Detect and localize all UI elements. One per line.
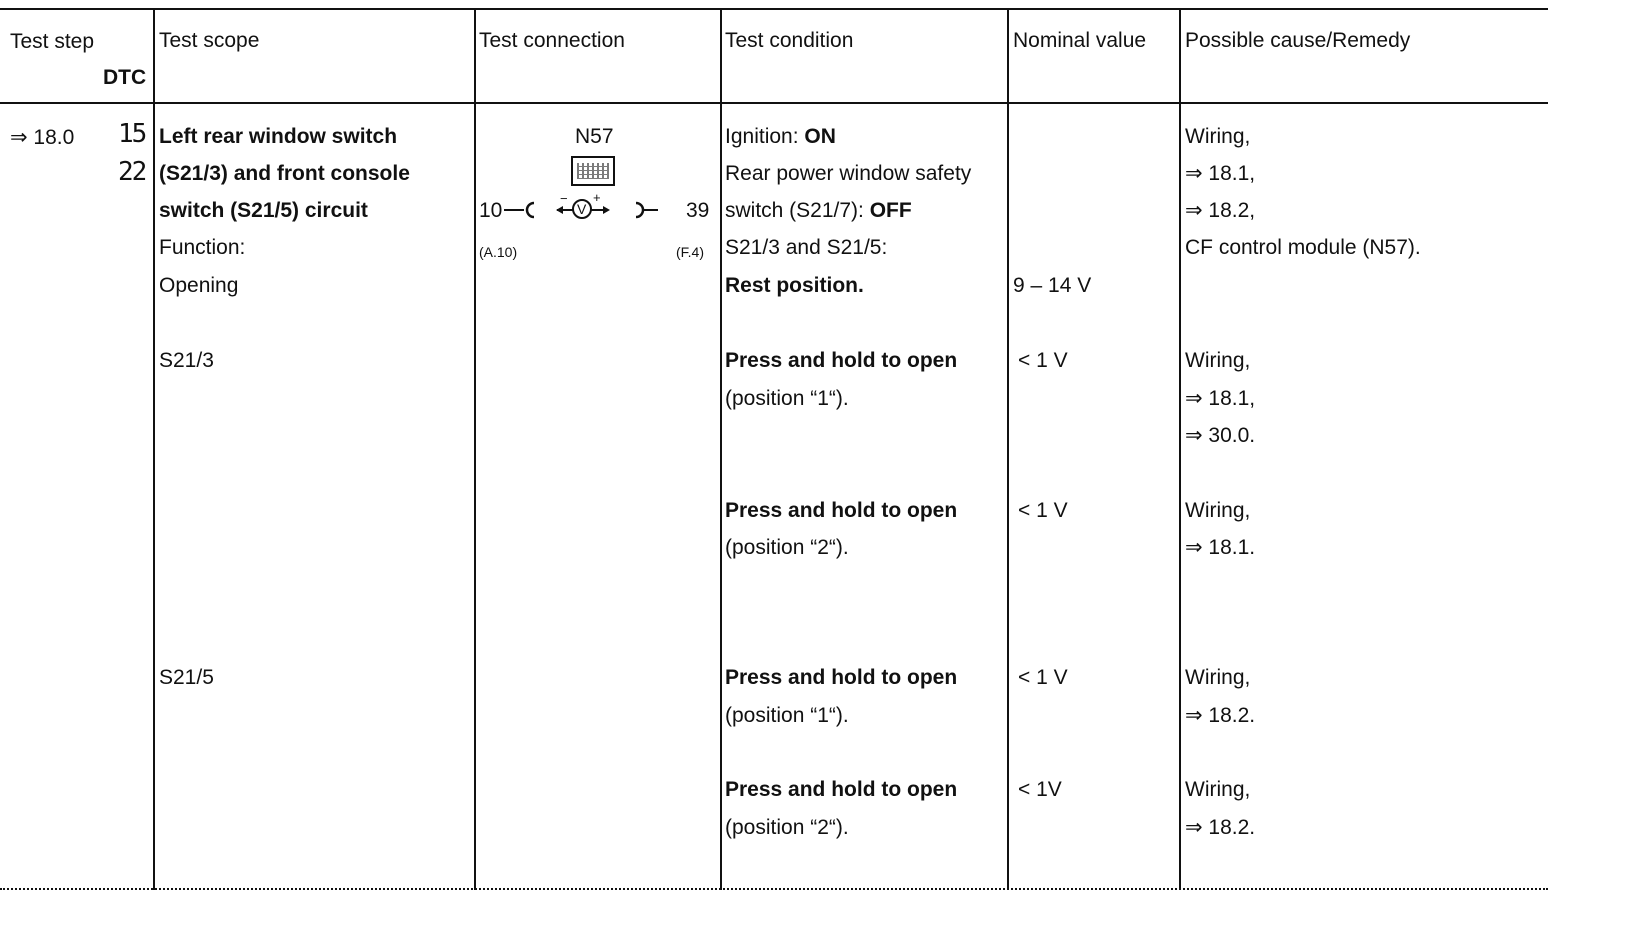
safety-switch-value: OFF bbox=[869, 199, 912, 222]
remedy-0-line-4: CF control module (N57). bbox=[1185, 236, 1421, 259]
bottom-dotted-rule bbox=[0, 888, 1548, 890]
voltmeter-connection-icon bbox=[500, 186, 686, 226]
remedy-0-line-3: ⇒ 18.2, bbox=[1185, 199, 1256, 222]
switch-s21-3-label: S21/3 bbox=[159, 349, 214, 372]
scope-title-line-1: Left rear window switch bbox=[159, 125, 398, 148]
scope-title-line-3: switch (S21/5) circuit bbox=[159, 199, 368, 222]
col-divider-2 bbox=[474, 8, 476, 890]
nominal-1: < 1 V bbox=[1018, 349, 1068, 372]
col-divider-1 bbox=[153, 8, 155, 890]
remedy-2-line-2: ⇒ 18.1. bbox=[1185, 536, 1256, 559]
header-test-step: Test step bbox=[10, 30, 95, 53]
remedy-4-line-2: ⇒ 18.2. bbox=[1185, 816, 1256, 839]
test-step-number: ⇒ 18.0 bbox=[10, 126, 75, 149]
pin-left: 10 bbox=[479, 199, 503, 222]
connector-label-right: (F.4) bbox=[676, 244, 704, 260]
remedy-2-line-1: Wiring, bbox=[1185, 499, 1251, 522]
control-module-icon bbox=[571, 156, 615, 186]
ignition-condition bbox=[725, 126, 836, 148]
press-hold-1: Press and hold to open bbox=[725, 349, 958, 372]
position-2a: (position “2“). bbox=[725, 536, 849, 559]
header-nominal-value: Nominal value bbox=[1013, 29, 1147, 52]
pin-right: 39 bbox=[686, 199, 710, 222]
nominal-3: < 1 V bbox=[1018, 666, 1068, 689]
function-value: Opening bbox=[159, 274, 239, 297]
dtc-code-1: 15 bbox=[118, 119, 146, 149]
header-test-scope: Test scope bbox=[159, 29, 260, 52]
remedy-3-line-1: Wiring, bbox=[1185, 666, 1251, 689]
header-test-condition: Test condition bbox=[725, 29, 854, 52]
meter-symbol: V bbox=[577, 201, 587, 217]
col-divider-4 bbox=[1007, 8, 1009, 890]
nominal-4: < 1V bbox=[1018, 778, 1062, 801]
switch-s21-5-label: S21/5 bbox=[159, 666, 214, 689]
minus-sign: − bbox=[560, 191, 568, 206]
remedy-1-line-3: ⇒ 30.0. bbox=[1185, 424, 1256, 447]
function-label: Function: bbox=[159, 236, 246, 259]
col-divider-3 bbox=[720, 8, 722, 890]
header-dtc: DTC bbox=[103, 66, 147, 89]
safety-switch-line-1: Rear power window safety bbox=[725, 162, 972, 185]
nominal-rest: 9 – 14 V bbox=[1013, 274, 1092, 297]
position-1a: (position “1“). bbox=[725, 387, 849, 410]
top-rule bbox=[0, 8, 1548, 10]
scope-title-line-2: (S21/3) and front console bbox=[159, 162, 410, 185]
remedy-0-line-1: Wiring, bbox=[1185, 125, 1251, 148]
col-divider-5 bbox=[1179, 8, 1181, 890]
press-hold-3: Press and hold to open bbox=[725, 666, 958, 689]
switches-line: S21/3 and S21/5: bbox=[725, 236, 888, 259]
position-2b: (position “2“). bbox=[725, 816, 849, 839]
connector-label-left: (A.10) bbox=[479, 244, 518, 260]
dtc-code-2: 22 bbox=[118, 157, 146, 187]
header-rule bbox=[0, 102, 1548, 104]
nominal-2: < 1 V bbox=[1018, 499, 1068, 522]
ignition-label: Ignition: bbox=[725, 125, 805, 148]
ignition-value: ON bbox=[804, 125, 836, 148]
remedy-0-line-2: ⇒ 18.1, bbox=[1185, 162, 1256, 185]
remedy-4-line-1: Wiring, bbox=[1185, 778, 1251, 801]
remedy-3-line-2: ⇒ 18.2. bbox=[1185, 704, 1256, 727]
header-possible-cause: Possible cause/Remedy bbox=[1185, 29, 1411, 52]
press-hold-4: Press and hold to open bbox=[725, 778, 958, 801]
safety-switch-line-2 bbox=[725, 200, 912, 222]
position-1b: (position “1“). bbox=[725, 704, 849, 727]
header-test-connection: Test connection bbox=[479, 29, 625, 52]
module-label: N57 bbox=[575, 125, 614, 148]
remedy-1-line-1: Wiring, bbox=[1185, 349, 1251, 372]
rest-position: Rest position. bbox=[725, 274, 864, 297]
remedy-1-line-2: ⇒ 18.1, bbox=[1185, 387, 1256, 410]
safety-switch-label: switch (S21/7): bbox=[725, 199, 870, 222]
plus-sign: + bbox=[593, 190, 601, 205]
press-hold-2: Press and hold to open bbox=[725, 499, 958, 522]
